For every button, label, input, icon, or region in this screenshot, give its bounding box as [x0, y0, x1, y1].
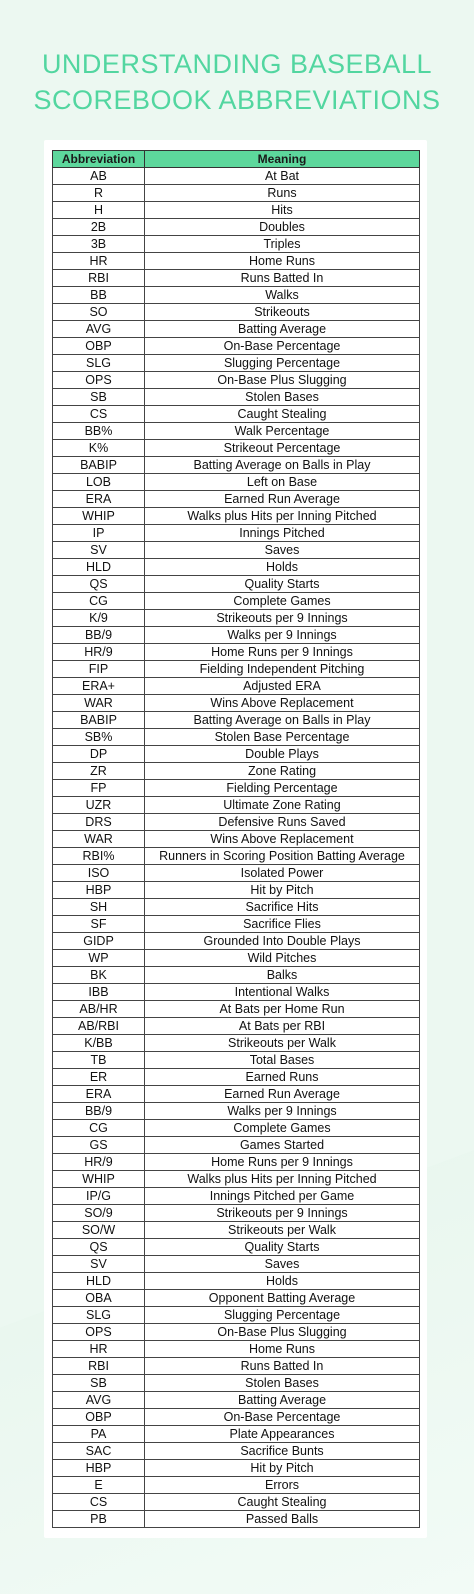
- abbreviation-cell: ISO: [53, 865, 145, 882]
- meaning-cell: Total Bases: [145, 1052, 420, 1069]
- abbreviation-cell: K%: [53, 440, 145, 457]
- table-row: [53, 168, 420, 185]
- abbreviation-cell: PA: [53, 1426, 145, 1443]
- meaning-cell: At Bats per RBI: [145, 1018, 420, 1035]
- table-row: [53, 984, 420, 1001]
- table-row: [53, 593, 420, 610]
- title-line-2: SCOREBOOK ABBREVIATIONS: [33, 85, 441, 115]
- table-row: [53, 1307, 420, 1324]
- abbreviation-cell: SO/9: [53, 1205, 145, 1222]
- meaning-cell: Runs: [145, 185, 420, 202]
- abbreviation-cell: E: [53, 1477, 145, 1494]
- meaning-cell: Sacrifice Flies: [145, 916, 420, 933]
- abbreviation-cell: OPS: [53, 372, 145, 389]
- table-row: [53, 1426, 420, 1443]
- table-row: [53, 916, 420, 933]
- abbreviation-cell: GS: [53, 1137, 145, 1154]
- abbreviation-cell: FIP: [53, 661, 145, 678]
- meaning-cell: Wins Above Replacement: [145, 695, 420, 712]
- meaning-cell: Home Runs per 9 Innings: [145, 644, 420, 661]
- meaning-cell: Opponent Batting Average: [145, 1290, 420, 1307]
- abbreviation-cell: IP: [53, 525, 145, 542]
- abbreviation-cell: AVG: [53, 321, 145, 338]
- meaning-cell: Plate Appearances: [145, 1426, 420, 1443]
- table-row: [53, 1154, 420, 1171]
- abbreviation-cell: SB: [53, 1375, 145, 1392]
- meaning-cell: Walks per 9 Innings: [145, 627, 420, 644]
- table-row: [53, 1103, 420, 1120]
- abbreviation-cell: BB/9: [53, 627, 145, 644]
- meaning-cell: Stolen Base Percentage: [145, 729, 420, 746]
- abbreviation-cell: OPS: [53, 1324, 145, 1341]
- meaning-cell: Triples: [145, 236, 420, 253]
- abbreviation-cell: AB/HR: [53, 1001, 145, 1018]
- table-row: [53, 1001, 420, 1018]
- table-row: [53, 491, 420, 508]
- table-row: [53, 848, 420, 865]
- abbreviation-cell: BB/9: [53, 1103, 145, 1120]
- meaning-cell: Innings Pitched: [145, 525, 420, 542]
- abbreviation-cell: WAR: [53, 831, 145, 848]
- meaning-cell: Quality Starts: [145, 576, 420, 593]
- meaning-cell: Earned Run Average: [145, 1086, 420, 1103]
- abbreviation-cell: HLD: [53, 559, 145, 576]
- table-row: [53, 202, 420, 219]
- meaning-cell: Strikeouts per 9 Innings: [145, 610, 420, 627]
- abbreviation-cell: 2B: [53, 219, 145, 236]
- meaning-cell: Grounded Into Double Plays: [145, 933, 420, 950]
- table-row: [53, 627, 420, 644]
- meaning-cell: Runs Batted In: [145, 270, 420, 287]
- abbreviation-cell: CS: [53, 1494, 145, 1511]
- table-row: [53, 678, 420, 695]
- abbreviation-cell: OBP: [53, 338, 145, 355]
- abbreviation-cell: FP: [53, 780, 145, 797]
- abbreviation-cell: SO: [53, 304, 145, 321]
- table-row: [53, 474, 420, 491]
- table-row: [53, 1035, 420, 1052]
- meaning-cell: Holds: [145, 559, 420, 576]
- meaning-cell: Errors: [145, 1477, 420, 1494]
- abbreviation-cell: HBP: [53, 882, 145, 899]
- abbreviation-cell: QS: [53, 576, 145, 593]
- abbreviation-cell: HR/9: [53, 644, 145, 661]
- header-meaning: Meaning: [145, 151, 420, 168]
- meaning-cell: Complete Games: [145, 593, 420, 610]
- table-row: [53, 644, 420, 661]
- abbreviation-cell: BABIP: [53, 457, 145, 474]
- abbreviation-cell: BABIP: [53, 712, 145, 729]
- abbreviation-cell: UZR: [53, 797, 145, 814]
- meaning-cell: Wild Pitches: [145, 950, 420, 967]
- abbreviation-cell: TB: [53, 1052, 145, 1069]
- table-row: [53, 1358, 420, 1375]
- table-row: [53, 270, 420, 287]
- table-body: [53, 168, 420, 1528]
- meaning-cell: Intentional Walks: [145, 984, 420, 1001]
- table-row: [53, 610, 420, 627]
- table-row: [53, 933, 420, 950]
- abbreviation-cell: IBB: [53, 984, 145, 1001]
- table-row: [53, 1290, 420, 1307]
- meaning-cell: On-Base Plus Slugging: [145, 372, 420, 389]
- table-row: [53, 1324, 420, 1341]
- abbreviation-cell: WAR: [53, 695, 145, 712]
- meaning-cell: Wins Above Replacement: [145, 831, 420, 848]
- meaning-cell: Strikeouts: [145, 304, 420, 321]
- table-row: [53, 1239, 420, 1256]
- table-row: [53, 423, 420, 440]
- table-row: [53, 865, 420, 882]
- meaning-cell: Doubles: [145, 219, 420, 236]
- meaning-cell: Defensive Runs Saved: [145, 814, 420, 831]
- abbreviation-cell: CG: [53, 593, 145, 610]
- table-row: [53, 236, 420, 253]
- abbreviation-cell: DP: [53, 746, 145, 763]
- abbreviation-cell: SF: [53, 916, 145, 933]
- table-row: [53, 831, 420, 848]
- table-row: [53, 219, 420, 236]
- table-row: [53, 661, 420, 678]
- abbreviation-cell: HR: [53, 1341, 145, 1358]
- abbreviation-cell: AB/RBI: [53, 1018, 145, 1035]
- abbreviation-cell: LOB: [53, 474, 145, 491]
- meaning-cell: Strikeouts per 9 Innings: [145, 1205, 420, 1222]
- meaning-cell: Runners in Scoring Position Batting Average: [145, 848, 420, 865]
- abbreviation-cell: OBP: [53, 1409, 145, 1426]
- table-row: [53, 814, 420, 831]
- abbreviation-cell: WP: [53, 950, 145, 967]
- abbreviation-cell: CS: [53, 406, 145, 423]
- table-row: [53, 780, 420, 797]
- meaning-cell: Walk Percentage: [145, 423, 420, 440]
- table-row: [53, 1171, 420, 1188]
- meaning-cell: Quality Starts: [145, 1239, 420, 1256]
- meaning-cell: Saves: [145, 1256, 420, 1273]
- abbreviation-cell: HBP: [53, 1460, 145, 1477]
- abbreviation-cell: BB: [53, 287, 145, 304]
- table-row: [53, 525, 420, 542]
- meaning-cell: Walks plus Hits per Inning Pitched: [145, 1171, 420, 1188]
- table-row: [53, 1341, 420, 1358]
- table-row: [53, 797, 420, 814]
- abbreviation-cell: PB: [53, 1511, 145, 1528]
- meaning-cell: Adjusted ERA: [145, 678, 420, 695]
- table-row: [53, 559, 420, 576]
- table-row: [53, 321, 420, 338]
- table-row: [53, 729, 420, 746]
- abbreviation-cell: 3B: [53, 236, 145, 253]
- meaning-cell: Strikeouts per Walk: [145, 1222, 420, 1239]
- meaning-cell: Earned Run Average: [145, 491, 420, 508]
- abbreviation-cell: H: [53, 202, 145, 219]
- meaning-cell: Home Runs: [145, 1341, 420, 1358]
- table-row: [53, 899, 420, 916]
- table-row: [53, 406, 420, 423]
- table-row: [53, 882, 420, 899]
- table-row: [53, 1477, 420, 1494]
- table-row: [53, 1511, 420, 1528]
- table-row: [53, 440, 420, 457]
- abbreviation-cell: ERA: [53, 1086, 145, 1103]
- abbreviation-cell: RBI: [53, 1358, 145, 1375]
- table-row: [53, 1222, 420, 1239]
- table-row: [53, 372, 420, 389]
- table-row: [53, 746, 420, 763]
- table-row: [53, 1086, 420, 1103]
- abbreviation-cell: SV: [53, 1256, 145, 1273]
- abbreviation-cell: ZR: [53, 763, 145, 780]
- meaning-cell: Slugging Percentage: [145, 1307, 420, 1324]
- abbreviations-table: [52, 150, 420, 1528]
- meaning-cell: Walks: [145, 287, 420, 304]
- abbreviation-cell: ER: [53, 1069, 145, 1086]
- meaning-cell: On-Base Percentage: [145, 338, 420, 355]
- abbreviation-cell: SB: [53, 389, 145, 406]
- abbreviation-cell: ERA: [53, 491, 145, 508]
- abbreviation-cell: K/9: [53, 610, 145, 627]
- meaning-cell: Sacrifice Hits: [145, 899, 420, 916]
- table-row: [53, 967, 420, 984]
- meaning-cell: Hit by Pitch: [145, 1460, 420, 1477]
- meaning-cell: Fielding Percentage: [145, 780, 420, 797]
- abbreviation-cell: DRS: [53, 814, 145, 831]
- meaning-cell: Ultimate Zone Rating: [145, 797, 420, 814]
- meaning-cell: Batting Average on Balls in Play: [145, 712, 420, 729]
- meaning-cell: Holds: [145, 1273, 420, 1290]
- meaning-cell: Sacrifice Bunts: [145, 1443, 420, 1460]
- table-row: [53, 1409, 420, 1426]
- abbreviation-cell: R: [53, 185, 145, 202]
- table-row: [53, 1188, 420, 1205]
- abbreviation-cell: IP/G: [53, 1188, 145, 1205]
- header-abbreviation: Abbreviation: [53, 151, 145, 168]
- table-row: [53, 457, 420, 474]
- meaning-cell: Stolen Bases: [145, 389, 420, 406]
- meaning-cell: Fielding Independent Pitching: [145, 661, 420, 678]
- meaning-cell: Games Started: [145, 1137, 420, 1154]
- meaning-cell: Batting Average: [145, 321, 420, 338]
- table-row: [53, 355, 420, 372]
- meaning-cell: On-Base Percentage: [145, 1409, 420, 1426]
- table-card: [44, 140, 427, 1538]
- abbreviation-cell: HR: [53, 253, 145, 270]
- table-row: [53, 389, 420, 406]
- meaning-cell: At Bat: [145, 168, 420, 185]
- meaning-cell: Caught Stealing: [145, 406, 420, 423]
- table-row: [53, 1120, 420, 1137]
- abbreviation-cell: HLD: [53, 1273, 145, 1290]
- abbreviation-cell: SV: [53, 542, 145, 559]
- table-row: [53, 1137, 420, 1154]
- abbreviation-cell: CG: [53, 1120, 145, 1137]
- meaning-cell: Strikeout Percentage: [145, 440, 420, 457]
- meaning-cell: Innings Pitched per Game: [145, 1188, 420, 1205]
- meaning-cell: Stolen Bases: [145, 1375, 420, 1392]
- abbreviation-cell: SLG: [53, 1307, 145, 1324]
- abbreviation-cell: GIDP: [53, 933, 145, 950]
- table-row: [53, 1392, 420, 1409]
- abbreviation-cell: SO/W: [53, 1222, 145, 1239]
- table-row: [53, 576, 420, 593]
- table-row: [53, 542, 420, 559]
- table-row: [53, 1460, 420, 1477]
- meaning-cell: Saves: [145, 542, 420, 559]
- abbreviation-cell: SLG: [53, 355, 145, 372]
- table-row: [53, 508, 420, 525]
- table-row: [53, 695, 420, 712]
- abbreviation-cell: AVG: [53, 1392, 145, 1409]
- table-row: [53, 304, 420, 321]
- meaning-cell: Slugging Percentage: [145, 355, 420, 372]
- table-row: [53, 1052, 420, 1069]
- abbreviation-cell: QS: [53, 1239, 145, 1256]
- meaning-cell: Zone Rating: [145, 763, 420, 780]
- table-row: [53, 253, 420, 270]
- meaning-cell: Strikeouts per Walk: [145, 1035, 420, 1052]
- table-header-row: [53, 151, 420, 168]
- abbreviation-cell: SAC: [53, 1443, 145, 1460]
- abbreviation-cell: WHIP: [53, 508, 145, 525]
- meaning-cell: Caught Stealing: [145, 1494, 420, 1511]
- meaning-cell: Home Runs per 9 Innings: [145, 1154, 420, 1171]
- page-title: [0, 46, 474, 118]
- table-row: [53, 1256, 420, 1273]
- abbreviation-cell: WHIP: [53, 1171, 145, 1188]
- meaning-cell: Batting Average on Balls in Play: [145, 457, 420, 474]
- table-row: [53, 1018, 420, 1035]
- table-row: [53, 763, 420, 780]
- table-row: [53, 1375, 420, 1392]
- meaning-cell: Runs Batted In: [145, 1358, 420, 1375]
- table-row: [53, 1069, 420, 1086]
- meaning-cell: On-Base Plus Slugging: [145, 1324, 420, 1341]
- abbreviation-cell: HR/9: [53, 1154, 145, 1171]
- abbreviation-cell: RBI%: [53, 848, 145, 865]
- abbreviation-cell: K/BB: [53, 1035, 145, 1052]
- abbreviation-cell: AB: [53, 168, 145, 185]
- table-row: [53, 338, 420, 355]
- abbreviation-cell: SB%: [53, 729, 145, 746]
- table-row: [53, 712, 420, 729]
- meaning-cell: Balks: [145, 967, 420, 984]
- meaning-cell: Hit by Pitch: [145, 882, 420, 899]
- meaning-cell: Batting Average: [145, 1392, 420, 1409]
- abbreviation-cell: BB%: [53, 423, 145, 440]
- meaning-cell: Isolated Power: [145, 865, 420, 882]
- table-row: [53, 1443, 420, 1460]
- table-row: [53, 1494, 420, 1511]
- table-row: [53, 185, 420, 202]
- abbreviation-cell: RBI: [53, 270, 145, 287]
- meaning-cell: Complete Games: [145, 1120, 420, 1137]
- meaning-cell: Passed Balls: [145, 1511, 420, 1528]
- abbreviation-cell: BK: [53, 967, 145, 984]
- table-row: [53, 1205, 420, 1222]
- abbreviation-cell: OBA: [53, 1290, 145, 1307]
- abbreviation-cell: SH: [53, 899, 145, 916]
- meaning-cell: Home Runs: [145, 253, 420, 270]
- meaning-cell: Hits: [145, 202, 420, 219]
- table-row: [53, 1273, 420, 1290]
- meaning-cell: Earned Runs: [145, 1069, 420, 1086]
- meaning-cell: Left on Base: [145, 474, 420, 491]
- meaning-cell: Double Plays: [145, 746, 420, 763]
- meaning-cell: At Bats per Home Run: [145, 1001, 420, 1018]
- meaning-cell: Walks plus Hits per Inning Pitched: [145, 508, 420, 525]
- meaning-cell: Walks per 9 Innings: [145, 1103, 420, 1120]
- title-line-1: UNDERSTANDING BASEBALL: [41, 49, 433, 79]
- abbreviation-cell: ERA+: [53, 678, 145, 695]
- table-row: [53, 287, 420, 304]
- table-row: [53, 950, 420, 967]
